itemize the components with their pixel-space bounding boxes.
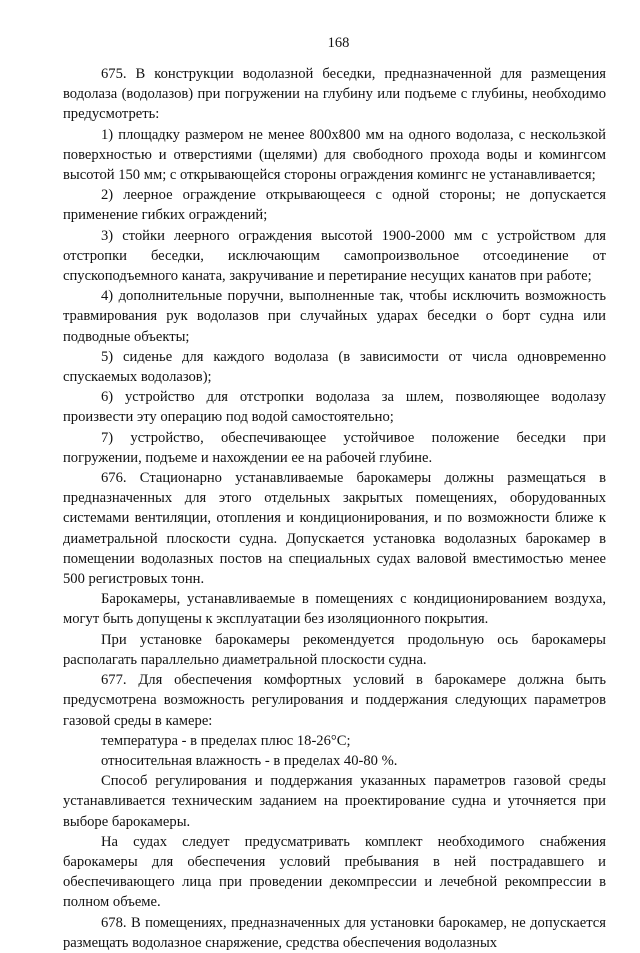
paragraph-676: 676. Стационарно устанавливаемые барокамеры должны размещаться в предназначенных для этого отдельных закрытых помещениях, оборудованных системами вентиляции, отопления и кондиционирования, и по возможности ближе к диаметральной плоскости судна. Допускается установка водолазных барокамер в помещении водолазных постов на специальных судах валовой вместимостью менее 500 регистровых тонн.	[63, 470, 606, 588]
paragraph-675-item-5: 5) сиденье для каждого водолаза (в зависимости от числа одновременно спускаемых водолазов);	[63, 348, 606, 386]
paragraph-677-supplies: На судах следует предусматривать комплект необходимого снабжения барокамеры для обеспечения условий пребывания в ней пострадавшего и обеспечивающего лица при проведении декомпрессии и лечебной рекомпрессии в полном объеме.	[63, 833, 606, 911]
paragraph-677-humidity: относительная влажность - в пределах 40-80 %.	[101, 752, 398, 769]
paragraph-676-air-conditioning: Барокамеры, устанавливаемые в помещениях с кондиционированием воздуха, могут быть допущены к эксплуатации без изоляционного покрытия.	[63, 591, 606, 628]
paragraph-675-item-3: 3) стойки леерного ограждения высотой 1900-2000 мм с устройством для отстропки беседки, исключающим самопроизвольное отсоединение от спускоподъемного каната, закручивание и перетирание несущих канатов при работе;	[63, 227, 606, 285]
paragraph-675-item-1: 1) площадку размером не менее 800х800 мм на одного водолаза, с нескользкой поверхностью и отверстиями (щелями) для свободного прохода воды и комингсом высотой 150 мм; с открывающейся стороны ограждения комингс не устанавливается;	[63, 126, 606, 184]
paragraph-675-item-7: 7) устройство, обеспечивающее устойчивое положение беседки при погружении, подъеме и нахождении ее на рабочей глубине.	[63, 429, 606, 466]
paragraph-677-temperature: температура - в пределах плюс 18-26°С;	[101, 732, 351, 749]
paragraph-675-item-6: 6) устройство для отстропки водолаза за шлем, позволяющее водолазу произвести эту операцию под водой самостоятельно;	[63, 389, 606, 426]
paragraph-675-item-2: 2) леерное ограждение открывающееся с одной стороны; не допускается применение гибких ограждений;	[63, 187, 606, 224]
paragraph-675-item-4: 4) дополнительные поручни, выполненные так, чтобы исключить возможность травмирования рук водолазов при случайных ударах беседки о борт судна или подводные объекты;	[63, 288, 606, 345]
paragraph-677-method: Способ регулирования и поддержания указанных параметров газовой среды устанавливается техническим заданием на проектирование судна и уточняется при выборе барокамеры.	[63, 773, 606, 830]
page-number: 168	[327, 35, 350, 51]
paragraph-675-intro: 675. В конструкции водолазной беседки, предназначенной для размещения водолаза (водолазов) при погружении на глубину или подъеме с глубины, необходимо предусмотреть:	[63, 66, 606, 123]
paragraph-678: 678. В помещениях, предназначенных для установки барокамер, не допускается размещать водолазное снаряжение, средства обеспечения водолазных	[63, 914, 606, 951]
paragraph-676-axis: При установке барокамеры рекомендуется продольную ось барокамеры располагать параллельно диаметральной плоскости судна.	[63, 631, 606, 668]
paragraph-677: 677. Для обеспечения комфортных условий в барокамере должна быть предусмотрена возможность регулирования и поддержания следующих параметров газовой среды в камере:	[63, 672, 606, 729]
